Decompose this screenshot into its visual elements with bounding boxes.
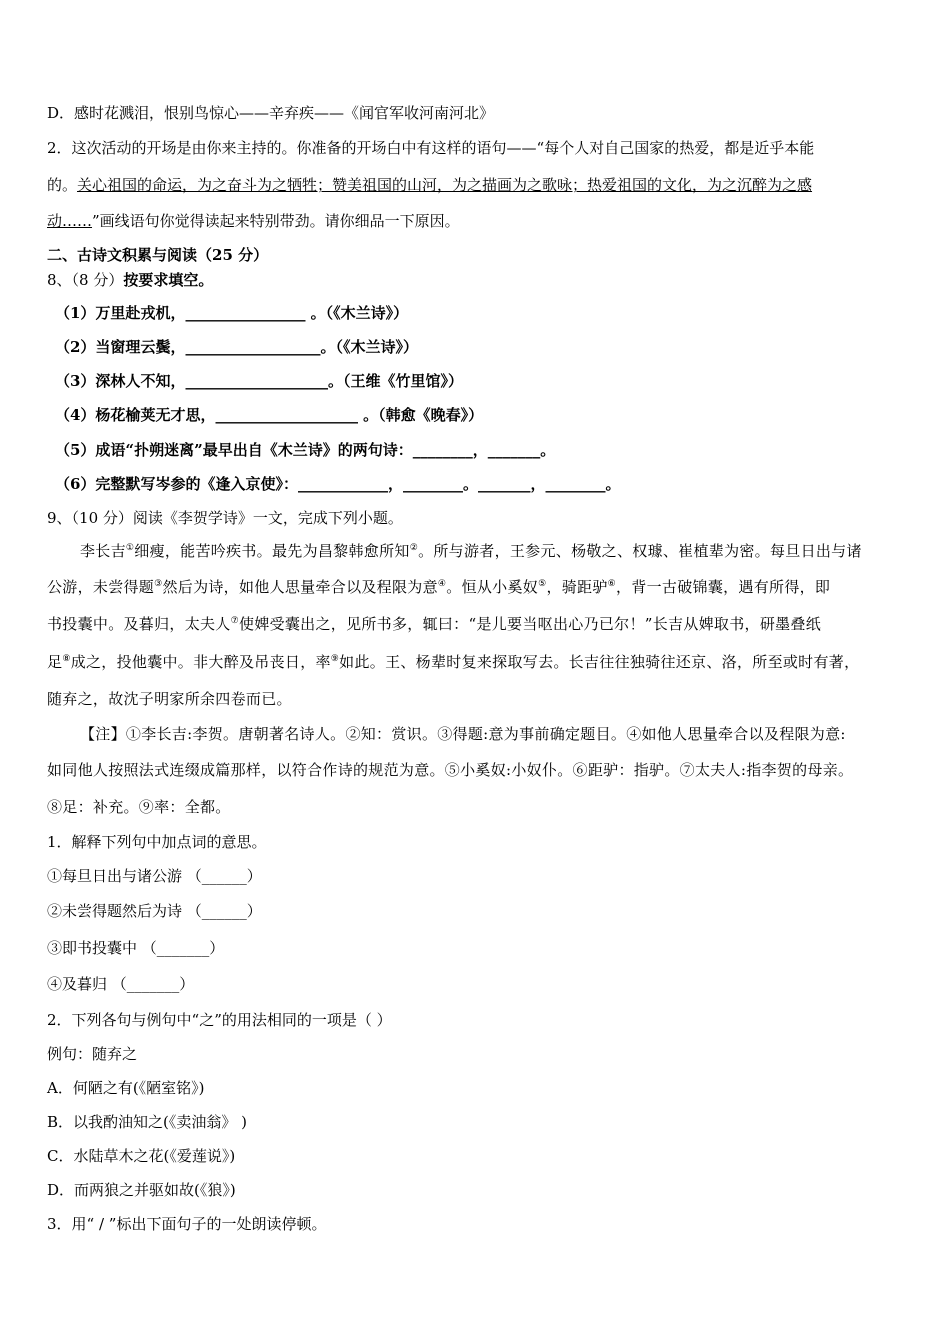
footnote-marker: ⑧ [62,654,71,664]
passage-line-5: 随弃之，故沈子明家所余四卷而已。 [47,690,292,708]
option-c: C．水陆草木之花(《爱莲说》) [47,1147,236,1165]
footnote-marker: ⑨ [330,654,340,664]
fill-blank-3: （3）深林人不知，___________________。（王维《竹里馆》） [55,372,463,390]
passage-text: 公游，未尝得题 [47,578,155,596]
passage-line-3 [47,614,821,634]
passage-line-2 [47,577,830,597]
passage-text: 细瘦，能苦吟疾书。最先为昌黎韩愈所知 [134,542,410,560]
subquestion-3: 3．用“ / ”标出下面句子的一处朗读停顿。 [47,1215,327,1233]
question-8-score: 8、（8 分） [47,271,124,289]
fill-blank-1: （1）万里赴戎机，________________ 。（《木兰诗》） [55,304,409,322]
question-9-heading: 9、（10 分）阅读《李贺学诗》一文，完成下列小题。 [47,509,403,527]
subquestion-1-item-2: ②未尝得题然后为诗 （______） [47,902,262,920]
passage-text: ，骑距驴 [546,578,608,596]
footnote-marker: ④ [437,579,447,589]
fill-blank-2: （2）当窗理云鬓，__________________。（《木兰诗》） [55,338,418,356]
notes-line-3: ⑧足：补充。⑨率：全都。 [47,798,231,816]
option-d-line: D．感时花溅泪，恨别鸟惊心——辛弃疾——《闻官军收河南河北》 [47,104,495,122]
passage-text: ，背一古破锦囊，遇有所得，即 [616,578,831,596]
subquestion-1-item-1: ①每旦日出与诸公游 （______） [47,867,262,885]
notes-line-2: 如同他人按照法式连缀成篇那样，以符合作诗的规范为意。⑤小奚奴:小奴仆。⑥距驴：指驴。⑦太夫人:指李贺的母亲。 [47,761,854,779]
passage-text: 书投囊中。及暮归，太夫人 [47,615,231,633]
question-2-line-3 [47,211,460,231]
subquestion-1-item-3: ③即书投囊中 （_______） [47,939,225,957]
footnote-marker: ⑥ [607,579,617,589]
passage-text: 如此。王、杨辈时复来探取写去。长吉往往独骑往还京、洛，所至或时有著， [339,653,860,671]
footnote-marker: ⑦ [230,616,239,626]
footnote-marker: ⑤ [538,579,547,589]
option-b: B．以我酌油知之(《卖油翁》 ) [47,1113,247,1131]
footnote-marker: ① [125,543,135,553]
subquestion-1-item-4: ④及暮归 （_______） [47,975,195,993]
question-2-line-2 [47,175,812,195]
option-d: D．而两狼之并驱如故(《狼》) [47,1181,236,1199]
section-2-heading: 二、古诗文积累与阅读（25 分） [47,246,269,264]
passage-text: 足 [47,653,63,671]
question-2-line-1: 2．这次活动的开场是由你来主持的。你准备的开场白中有这样的语句——“每个人对自己国家的热爱，都是近乎本能 [47,139,815,157]
passage-text: 。恒从小奚奴 [446,578,539,596]
fill-blank-6: （6）完整默写岑参的《逢入京使》：____________，________。_______，________。 [55,475,621,493]
fill-blank-4: （4）杨花榆荚无才思，___________________ 。（韩愈《晚春》） [55,406,484,424]
passage-text: 成之，投他囊中。非大醉及吊丧日，率 [70,653,331,671]
notes-line-1: 【注】①李长吉:李贺。唐朝著名诗人。②知：赏识。③得题:意为事前确定题目。④如他人思量牵合以及程限为意: [80,725,846,743]
question-8-instruction: 按要求填空。 [123,271,214,289]
passage-line-4 [47,652,859,672]
passage-text: 。所与游者，王参元、杨敬之、权璩、崔植辈为密。每旦日出与诸 [418,542,862,560]
question-2-prefix: 的。 [47,176,78,194]
fill-blank-5: （5）成语“扑朔迷离”最早出自《木兰诗》的两句诗：________，_______。 [55,441,556,459]
passage-text: 然后为诗，如他人思量牵合以及程限为意 [162,578,438,596]
question-8-heading [47,270,213,290]
subquestion-2: 2．下列各句与例句中“之”的用法相同的一项是（ ） [47,1011,392,1029]
option-a: A．何陋之有(《陋室铭》) [47,1079,205,1097]
question-2-suffix: ”画线语句你觉得读起来特别带劲。请你细品一下原因。 [92,212,460,230]
underlined-sentence-1: 关心祖国的命运，为之奋斗为之牺牲；赞美祖国的山河，为之描画为之歌咏；热爱祖国的文化，为之沉醉为之感 [77,176,813,194]
footnote-marker: ② [409,543,419,553]
subquestion-1: 1．解释下列句中加点词的意思。 [47,833,267,851]
passage-text: 使婢受囊出之，见所书多，辄曰：“是儿要当呕出心乃已尔！”长吉从婢取书，研墨叠纸 [238,615,822,633]
footnote-marker: ③ [154,579,163,589]
passage-line-1 [80,541,862,561]
subquestion-2-example: 例句：随弃之 [47,1045,138,1063]
underlined-sentence-2: 动…… [47,212,93,230]
passage-text: 李长吉 [80,542,126,560]
